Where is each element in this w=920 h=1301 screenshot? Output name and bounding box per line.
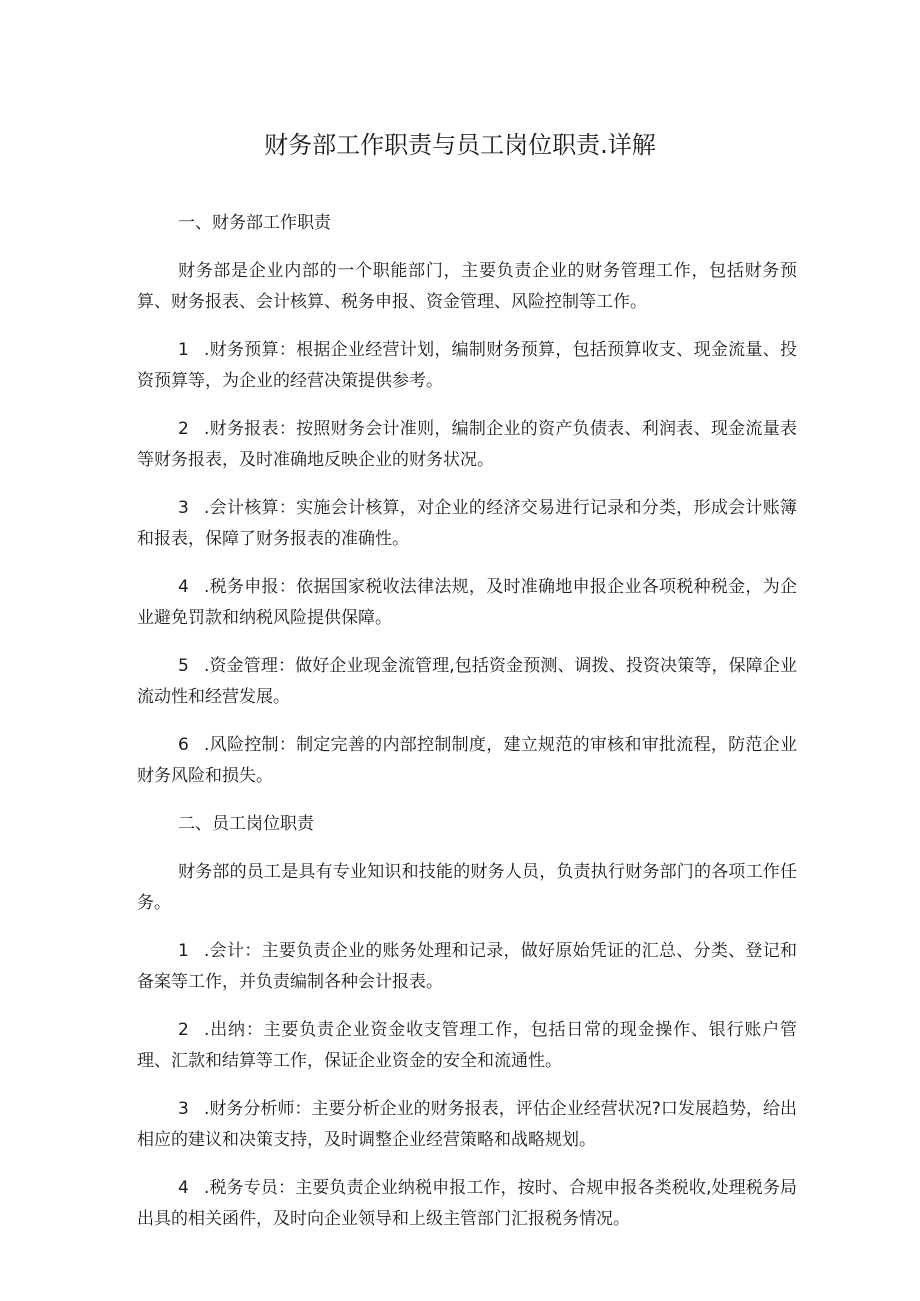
- list-item: [137, 572, 797, 634]
- list-item: [137, 335, 797, 397]
- list-item: [137, 936, 797, 998]
- section-intro-2: 财务部的员工是具有专业知识和技能的财务人员，负责执行财务部门的各项工作任务。: [137, 862, 797, 913]
- item-number: 3: [178, 498, 189, 518]
- item-text: .资金管理：做好企业现金流管理,包括资金预测、调拨、投资决策等，保障企业流动性和经营发展。: [137, 656, 797, 707]
- list-item: [137, 493, 797, 555]
- section-intro-1: 财务部是企业内部的一个职能部门，主要负责企业的财务管理工作，包括财务预算、财务报表、会计核算、税务申报、资金管理、风险控制等工作。: [137, 261, 797, 312]
- item-text: .出纳：主要负责企业资金收支管理工作，包括日常的现金操作、银行账户管理、汇款和结算等工作，保证企业资金的安全和流通性。: [137, 1020, 797, 1071]
- list-item: [137, 414, 797, 476]
- document-body: [137, 208, 797, 1252]
- item-number: 4: [178, 577, 189, 597]
- document-title: 财务部工作职责与员工岗位职责.详解: [264, 131, 656, 159]
- list-item: [137, 651, 797, 713]
- item-number: 2: [178, 1020, 189, 1040]
- item-text: .财务报表：按照财务会计准则，编制企业的资产负债表、利润表、现金流量表等财务报表，及时准确地反映企业的财务状况。: [137, 419, 797, 470]
- section-heading-2: 二、员工岗位职责: [178, 814, 314, 834]
- list-item: [137, 1094, 797, 1156]
- item-number: 1: [178, 340, 189, 360]
- item-text: .财务分析师：主要分析企业的财务报表，评估企业经营状况?口发展趋势，给出相应的建议和决策支持，及时调整企业经营策略和战略规划。: [137, 1099, 797, 1150]
- item-text: .会计：主要负责企业的账务处理和记录，做好原始凭证的汇总、分类、登记和备案等工作，并负责编制各种会计报表。: [137, 941, 797, 992]
- item-text: .税务申报：依据国家税收法律法规，及时准确地申报企业各项税种税金，为企业避免罚款和纳税风险提供保障。: [137, 577, 797, 628]
- item-number: 5: [178, 656, 189, 676]
- list-item: [137, 1173, 797, 1235]
- item-number: 2: [178, 419, 189, 439]
- item-text: .风险控制：制定完善的内部控制制度，建立规范的审核和审批流程，防范企业财务风险和损失。: [137, 735, 797, 786]
- item-text: .会计核算：实施会计核算，对企业的经济交易进行记录和分类，形成会计账簿和报表，保障了财务报表的准确性。: [137, 498, 797, 549]
- item-text: .税务专员：主要负责企业纳税申报工作，按时、合规申报各类税收,处理税务局出具的相关函件，及时向企业领导和上级主管部门汇报税务情况。: [137, 1178, 797, 1229]
- item-number: 1: [178, 941, 189, 961]
- item-number: 4: [178, 1178, 189, 1198]
- item-number: 3: [178, 1099, 189, 1119]
- section-heading-1: 一、财务部工作职责: [178, 213, 331, 233]
- item-number: 6: [178, 735, 189, 755]
- list-item: [137, 730, 797, 792]
- list-item: [137, 1015, 797, 1077]
- item-text: .财务预算：根据企业经营计划，编制财务预算，包括预算收支、现金流量、投资预算等，为企业的经营决策提供参考。: [137, 340, 797, 391]
